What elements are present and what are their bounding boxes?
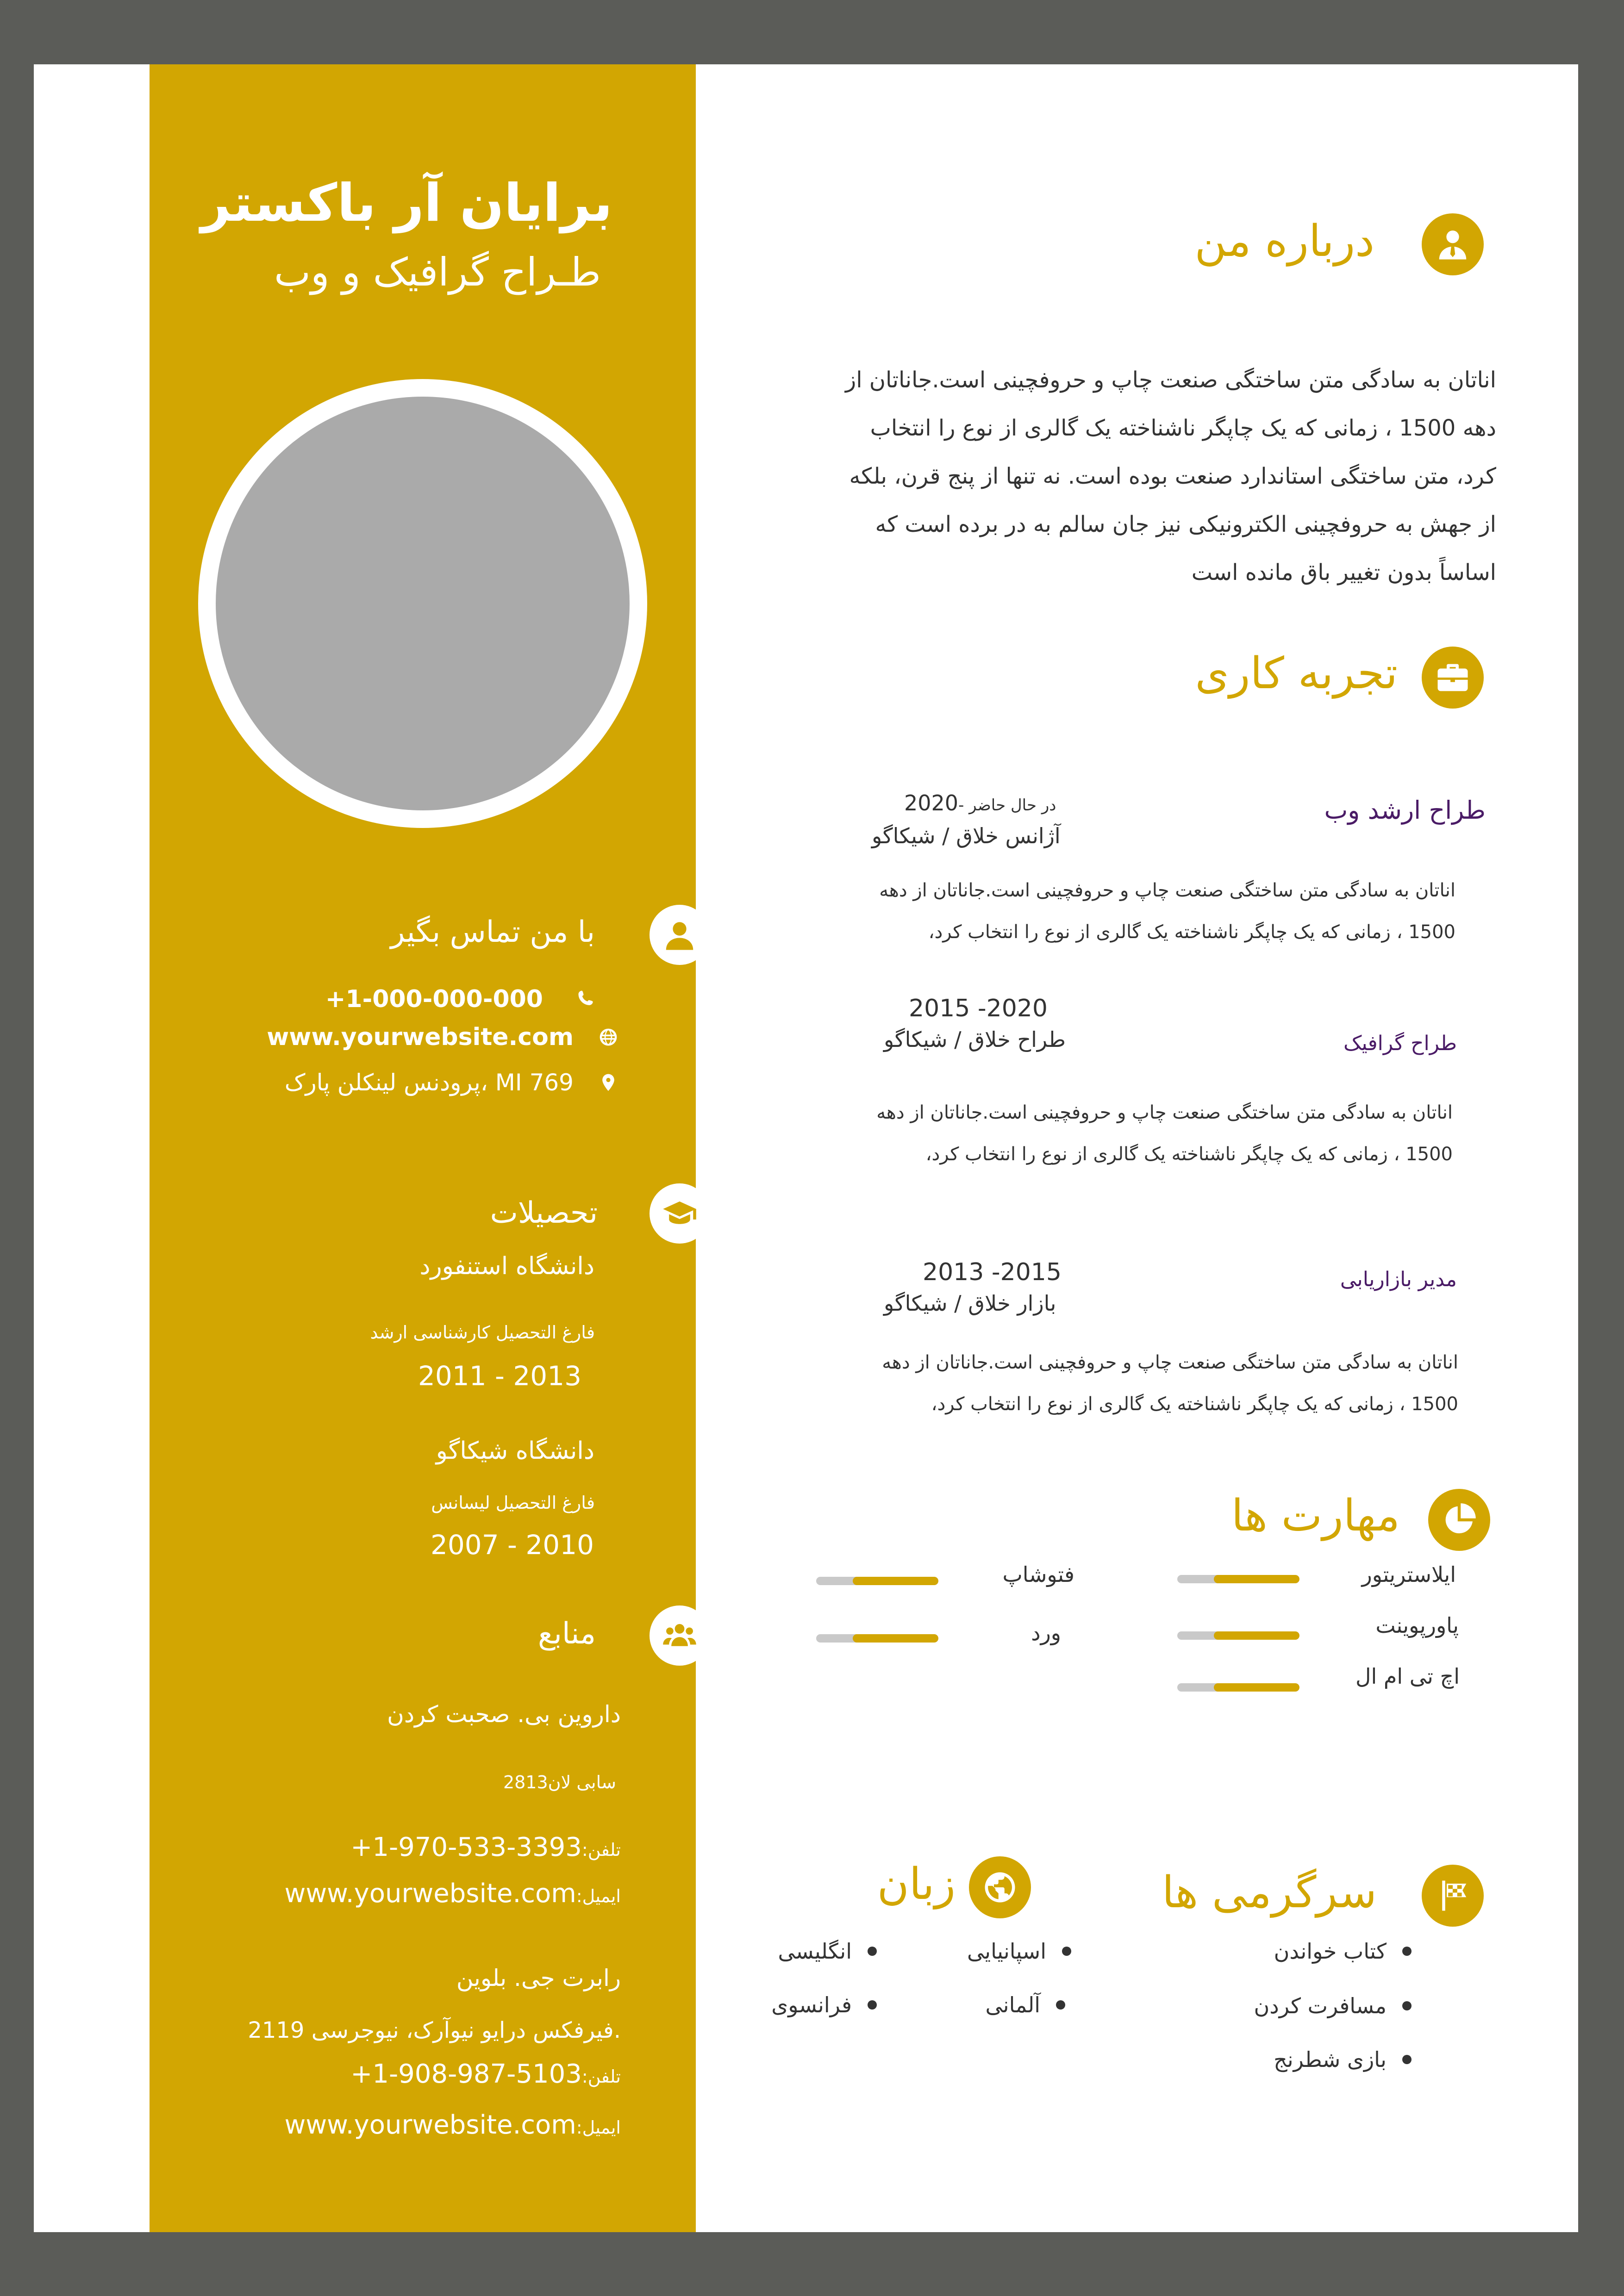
globe-icon <box>592 1027 625 1047</box>
experience-company-city: شیکاگو <box>884 1027 948 1052</box>
profile-photo-frame <box>198 379 647 828</box>
skill-bar <box>1177 1575 1299 1583</box>
phone-icon <box>570 989 602 1009</box>
hobby-label: بازی شطرنج <box>1274 2047 1387 2072</box>
hobby-label: مسافرت کردن <box>1254 1993 1387 2018</box>
experience-date-year: 2013 -2015 <box>923 1258 1062 1286</box>
education-years: 2011 - 2013 <box>418 1360 581 1392</box>
language-item <box>771 1992 877 2017</box>
about-text <box>793 356 1496 597</box>
person-name: برایان آر باکستر <box>200 173 612 233</box>
reference-email[interactable]: www.yourwebsite.com <box>284 2110 576 2140</box>
about-line: دهه 1500 ، زمانی که یک چاپگر ناشناخته یک گالری از نوع را انتخاب <box>870 415 1496 441</box>
language-item <box>967 1939 1071 1964</box>
skill-label: اچ تی ام ال <box>1355 1664 1460 1689</box>
reference-address: سابی لان2813 <box>503 1772 616 1792</box>
hobby-item <box>1274 2047 1412 2072</box>
experience-role: طراح ارشد وب <box>1324 796 1486 825</box>
reference-email-row <box>204 2110 621 2140</box>
hobby-label: کتاب خواندن <box>1274 1939 1387 1964</box>
profile-photo <box>216 397 630 810</box>
contact-phone[interactable]: +1-000-000-000 <box>325 985 543 1013</box>
contact-address: 769 MI ،پرودنس لینکلن پارک <box>284 1069 574 1096</box>
skill-bar-fill <box>1214 1683 1299 1692</box>
experience-line: اناتان به سادگی متن ساختگی صنعت چاپ و حروفچینی است.جاناتان از دهه <box>876 1102 1453 1123</box>
reference-phone-row <box>204 2059 621 2089</box>
hobby-item <box>1254 1993 1412 2018</box>
skill-bar-fill <box>853 1577 938 1585</box>
checkered-flag-icon <box>1422 1865 1484 1927</box>
contact-phone-row <box>186 981 602 1018</box>
location-pin-icon <box>592 1072 625 1093</box>
person-tie-icon <box>1422 213 1484 275</box>
contact-website[interactable]: www.yourwebsite.com <box>267 1023 574 1051</box>
about-line: از جهش به حروفچینی الکترونیکی نیز جان سالم به در برده است که <box>875 511 1496 537</box>
user-icon <box>650 905 710 965</box>
skill-bar <box>1177 1683 1299 1692</box>
experience-company-city: شیکاگو <box>884 1291 948 1316</box>
skill-bar <box>1177 1631 1299 1640</box>
education-school: دانشگاه شیکاگو <box>436 1437 594 1465</box>
education-school: دانشگاه استنفورد <box>419 1252 594 1280</box>
contact-address-row <box>208 1064 625 1101</box>
experience-company-name: طراح خلاق <box>968 1027 1066 1052</box>
language-label: فرانسوی <box>771 1992 852 2017</box>
experience-line: 1500 ، زمانی که یک چاپگر ناشناخته یک گالری از نوع را انتخاب کرد، <box>928 921 1455 943</box>
group-icon <box>650 1605 710 1666</box>
briefcase-icon <box>1422 647 1484 709</box>
person-job-title: طـراح گرافیک و وب <box>274 249 601 295</box>
about-line: اساساً بدون تغییر باق مانده است <box>1191 560 1496 585</box>
experience-description <box>807 870 1455 953</box>
experience-company: بازار خلاق / شیکاگو <box>884 1291 1056 1316</box>
skills-title: مهارت ها <box>1231 1491 1400 1541</box>
skill-label: پاورپوینت <box>1375 1613 1459 1638</box>
hobbies-title: سرگرمی ها <box>1162 1867 1377 1918</box>
language-item <box>985 1992 1065 2017</box>
experience-line: اناتان به سادگی متن ساختگی صنعت چاپ و حروفچینی است.جاناتان از دهه <box>879 880 1455 901</box>
language-label: انگلیسی <box>778 1939 852 1964</box>
experience-description <box>805 1092 1453 1175</box>
experience-company: طراح خلاق / شیکاگو <box>884 1027 1066 1052</box>
experience-role: طراح گرافیک <box>1343 1032 1457 1055</box>
experience-company: آژانس خلاق / شیکاگو <box>872 823 1061 848</box>
skill-label: فتوشاپ <box>1002 1562 1074 1587</box>
about-line: اناتان به سادگی متن ساختگی صنعت چاپ و حروفچینی است.جاناتان از <box>845 367 1496 393</box>
bullet-dot <box>1402 1947 1412 1956</box>
bullet-dot <box>1056 2000 1065 2010</box>
reference-phone-row <box>204 1832 621 1862</box>
reference-address: .فیرفکس درایو نیوآرک، نیوجرسی 2119 <box>248 2017 621 2043</box>
experience-date-prefix: در حال حاضر - <box>958 796 1056 815</box>
reference-phone[interactable]: +1-908-987-5103 <box>350 2059 582 2089</box>
languages-title: زبان <box>877 1859 956 1910</box>
education-degree: فارغ التحصیل لیسانس <box>431 1493 595 1513</box>
resume-page <box>34 64 1578 2232</box>
reference-phone[interactable]: +1-970-533-3393 <box>350 1832 582 1862</box>
experience-title: تجربه کاری <box>1195 648 1398 699</box>
globe-icon <box>969 1856 1031 1918</box>
language-label: آلمانی <box>985 1992 1040 2017</box>
hobby-item <box>1274 1939 1412 1964</box>
pie-chart-icon <box>1428 1489 1490 1551</box>
skill-label: ورد <box>1031 1620 1061 1645</box>
reference-email-row <box>204 1879 621 1909</box>
reference-name: داروین بی. صحبت کردن <box>387 1701 621 1728</box>
experience-date-year: 2015 -2020 <box>909 995 1048 1022</box>
reference-phone-label: تلفن: <box>581 1840 621 1860</box>
experience-date <box>904 789 1056 816</box>
skill-bar <box>816 1634 938 1643</box>
language-label: اسپانیایی <box>967 1939 1046 1964</box>
bullet-dot <box>1402 2055 1412 2064</box>
about-title: درباره من <box>1194 216 1374 267</box>
skill-label: ایلاستریتور <box>1362 1562 1456 1587</box>
reference-name: رابرت جی. بلوین <box>456 1965 621 1991</box>
education-years: 2007 - 2010 <box>430 1529 594 1561</box>
reference-email-label: ایمیل: <box>576 2117 621 2138</box>
reference-phone-label: تلفن: <box>581 2066 621 2087</box>
skill-bar-fill <box>853 1634 938 1643</box>
skill-bar-fill <box>1214 1631 1299 1640</box>
references-title: منابع <box>538 1617 596 1651</box>
experience-line: 1500 ، زمانی که یک چاپگر ناشناخته یک گالری از نوع را انتخاب کرد، <box>925 1144 1453 1165</box>
experience-role: مدیر بازاریابی <box>1340 1268 1457 1291</box>
education-degree: فارغ التحصیل کارشناسی ارشد <box>370 1322 595 1343</box>
contact-title: با من تماس بگیر <box>390 915 595 949</box>
experience-date-year: 2020 <box>904 790 959 815</box>
graduation-cap-icon <box>650 1183 710 1244</box>
experience-company-city: شیکاگو <box>872 823 936 848</box>
bullet-dot <box>868 1947 877 1956</box>
experience-company-name: آژانس خلاق <box>956 823 1061 848</box>
experience-description <box>810 1342 1458 1425</box>
bullet-dot <box>1062 1947 1071 1956</box>
bullet-dot <box>868 2000 877 2010</box>
experience-line: اناتان به سادگی متن ساختگی صنعت چاپ و حروفچینی است.جاناتان از دهه <box>882 1352 1458 1373</box>
sidebar <box>150 64 696 2232</box>
bullet-dot <box>1402 2001 1412 2010</box>
experience-company-name: بازار خلاق <box>968 1291 1056 1316</box>
skill-bar <box>816 1577 938 1585</box>
about-line: کرد، متن ساختگی استاندارد صنعت بوده است. نه تنها از پنج قرن، بلکه <box>849 463 1496 489</box>
language-item <box>778 1939 877 1964</box>
reference-email[interactable]: www.yourwebsite.com <box>284 1879 576 1909</box>
reference-email-label: ایمیل: <box>576 1886 621 1906</box>
skill-bar-fill <box>1214 1575 1299 1583</box>
experience-line: 1500 ، زمانی که یک چاپگر ناشناخته یک گالری از نوع را انتخاب کرد، <box>931 1394 1458 1415</box>
education-title: تحصیلات <box>490 1196 598 1230</box>
contact-website-row <box>208 1019 625 1056</box>
